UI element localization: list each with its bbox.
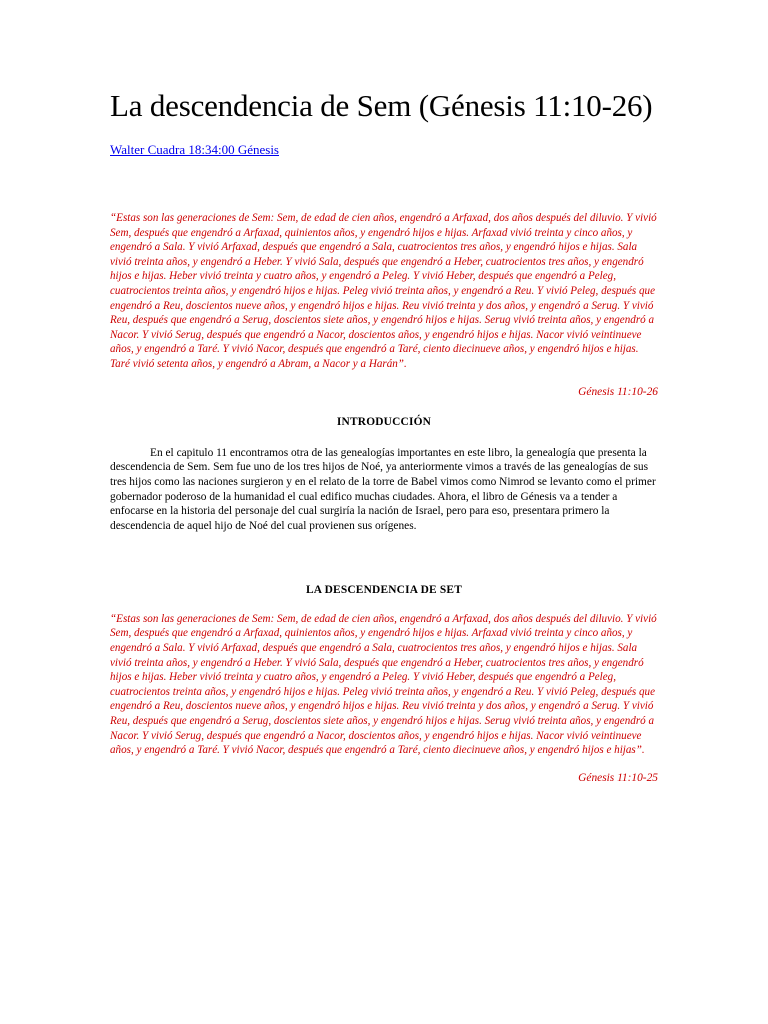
scripture-quote-1: “Estas son las generaciones de Sem: Sem, de edad de cien años, engendró a Arfaxad, dos años después del diluvio. Y vivió Sem, después que engendró a Arfaxad, quinientos años, y engendró hijos e hijas. Arfaxad vivió treinta y cinco años, y engendró a Sala. Y vivió Arfaxad, después que engendró a Sala, cuatrocientos tres años, y engendró hijos e hijas. Sala vivió treinta años, y engendró a Heber. Y vivió Sala, después que engendró a Heber, cuatrocientos tres años, y engendró hijos e hijas. Heber vivió treinta y cuatro años, y engendró a Peleg. Y vivió Heber, después que engendró a Peleg, cuatrocientos treinta años, y engendró hijos e hijas. Peleg vivió treinta años, y engendró a Reu. Y vivió Peleg, después que engendró a Reu, doscientos nueve años, y engendró hijos e hijas. Reu vivió treinta y dos años, y engendró a Serug. Y vivió Reu, después que engendró a Serug, doscientos siete años, y engendró hijos e hijas. Serug vivió treinta años, y engendró a Nacor. Y vivió Serug, después que engendró a Nacor, doscientos años, y engendró hijos e hijas. Nacor vivió veintinueve años, y engendró a Taré. Y vivió Nacor, después que engendró a Taré, ciento diecinueve años, y engendró hijos e hijas. Taré vivió setenta años, y engendró a Abram, a Nacor y a Harán”. [110,212,657,370]
section-heading-intro: INTRODUCCIÓN [336,415,432,428]
scripture-quote-2: “Estas son las generaciones de Sem: Sem, de edad de cien años, engendró a Arfaxad, dos años después del diluvio. Y vivió Sem, después que engendró a Arfaxad, quinientos años, y engendró hijos e hijas. Arfaxad vivió treinta y cinco años, y engendró a Sala. Y vivió Arfaxad, después que engendró a Sala, cuatrocientos tres años, y engendró hijos e hijas. Sala vivió treinta años, y engendró a Heber. Y vivió Sala, después que engendró a Heber, cuatrocientos tres años, y engendró hijos e hijas. Heber vivió treinta y cuatro años, y engendró a Peleg. Y vivió Heber, después que engendró a Peleg, cuatrocientos treinta años, y engendró hijos e hijas. Peleg vivió treinta años, y engendró a Reu. Y vivió Peleg, después que engendró a Reu, doscientos nueve años, y engendró hijos e hijas. Reu vivió treinta y dos años, y engendró a Serug. Y vivió Reu, después que engendró a Serug, doscientos siete años, y engendró hijos e hijas. Serug vivió treinta años, y engendró a Nacor. Y vivió Serug, después que engendró a Nacor, doscientos años, y engendró hijos e hijas. Nacor vivió veintinueve años, y engendró a Taré. Y vivió Nacor, después que engendró a Taré, ciento diecinueve años, y engendró hijos e hijas”. [110,612,657,757]
page-title: La descendencia de Sem (Génesis 11:10-26) [110,88,653,123]
scripture-reference-1: Génesis 11:10-26 [578,385,658,398]
intro-paragraph: En el capitulo 11 encontramos otra de las genealogías importantes en este libro, la genealogía que presenta la descendencia de Sem. Sem fue uno de los tres hijos de Noé, ya anteriormente vimos a través de las genealogías de sus tres hijos como las naciones surgieron y en el relato de la torre de Babel vimos como Nimrod se levanto como el primer gobernador poderoso de la humanidad el cual edifico muchas ciudades. Ahora, el libro de Génesis va a tender a enfocarse en la historia del personaje del cual surgiría la nación de Israel, pero para eso, presentara primero la descendencia de aquel hijo de Noé del cual provienen sus orígenes. [110,446,656,533]
scripture-reference-2: Génesis 11:10-25 [578,771,658,784]
section-heading-set: LA DESCENDENCIA DE SET [305,583,462,596]
author-link[interactable]: Walter Cuadra 18:34:00 Génesis [110,142,279,157]
